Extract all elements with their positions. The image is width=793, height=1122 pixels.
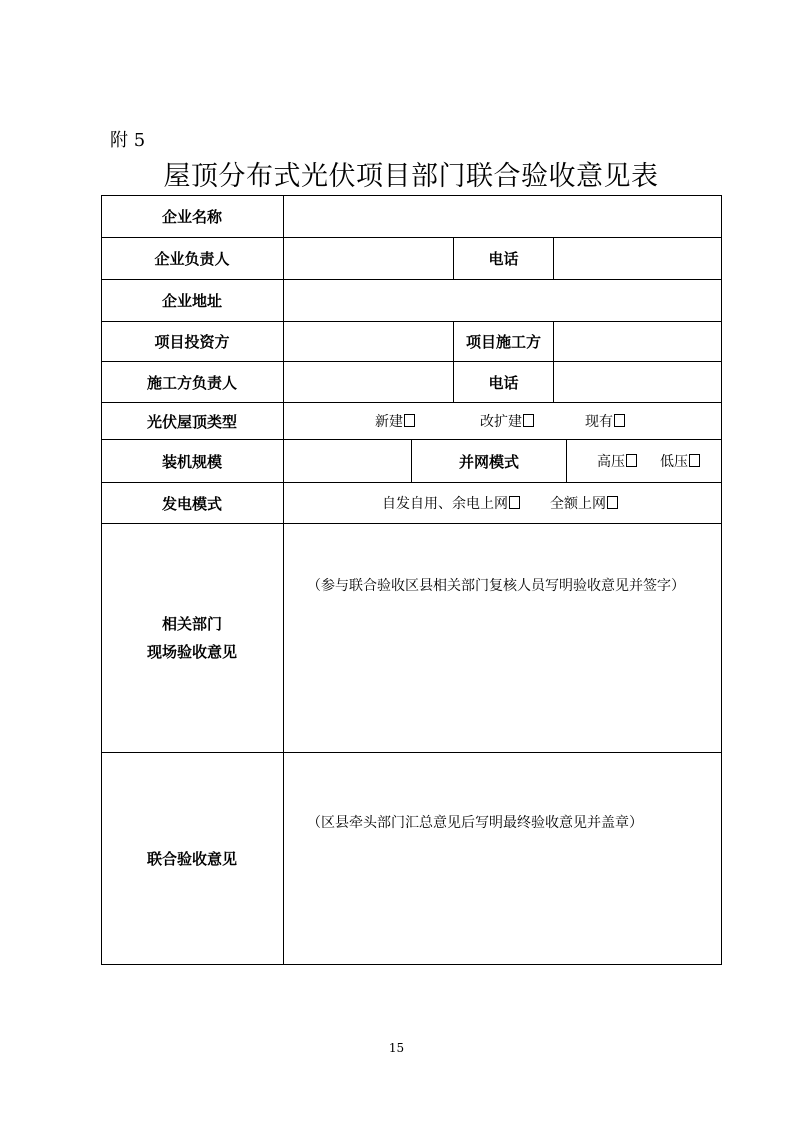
project-investor-field[interactable] [284, 322, 453, 361]
project-contractor-field[interactable] [554, 322, 721, 361]
company-leader-field[interactable] [284, 238, 453, 279]
contractor-leader-field[interactable] [284, 362, 453, 402]
dept-opinion-field[interactable] [284, 524, 721, 752]
grid-low-label: 低压 [660, 454, 688, 470]
dept-opinion-label-line2: 现场验收意见 [146, 643, 237, 661]
capacity-field[interactable] [284, 440, 411, 482]
dept-opinion-note: （参与联合验收区县相关部门复核人员写明验收意见并签字） [307, 578, 685, 594]
company-name-field[interactable] [284, 195, 721, 237]
grid-high-checkbox[interactable] [626, 454, 637, 467]
page-number: 15 [388, 1041, 405, 1055]
project-investor-label: 项目投资方 [154, 333, 230, 351]
acceptance-form-table [101, 195, 722, 965]
company-address-label: 企业地址 [161, 292, 222, 310]
gen-self-label: 自发自用、余电上网 [382, 496, 508, 512]
roof-type-label: 光伏屋顶类型 [146, 412, 237, 431]
grid-high-option[interactable] [597, 451, 637, 471]
joint-opinion-note: （区县牵头部门汇总意见后写明最终验收意见并盖章） [307, 815, 643, 831]
gen-self-option[interactable] [382, 493, 520, 513]
generation-mode-label: 发电模式 [161, 494, 222, 513]
project-contractor-label: 项目施工方 [465, 333, 541, 351]
roof-existing-label: 现有 [585, 414, 613, 430]
contractor-phone-label: 电话 [488, 373, 519, 392]
roof-type-options [284, 403, 721, 439]
company-address-field[interactable] [284, 280, 721, 321]
contractor-leader-label: 施工方负责人 [146, 373, 237, 392]
contractor-phone-field[interactable] [554, 362, 721, 402]
joint-opinion-label: 联合验收意见 [146, 850, 237, 868]
grid-low-option[interactable] [660, 451, 700, 471]
roof-expand-checkbox[interactable] [523, 414, 534, 427]
form-title: 屋顶分布式光伏项目部门联合验收意见表 [163, 161, 659, 192]
grid-mode-label: 并网模式 [458, 452, 519, 471]
dept-opinion-label-line1: 相关部门 [161, 615, 222, 633]
roof-expand-option[interactable] [480, 411, 534, 431]
gen-self-checkbox[interactable] [509, 496, 520, 509]
roof-existing-option[interactable] [585, 411, 625, 431]
generation-mode-options [284, 483, 721, 523]
capacity-label: 装机规模 [161, 452, 222, 471]
company-phone-label: 电话 [488, 250, 519, 268]
appendix-label: 附 5 [110, 130, 146, 151]
grid-high-label: 高压 [597, 454, 625, 470]
company-name-label: 企业名称 [161, 207, 222, 226]
grid-low-checkbox[interactable] [689, 454, 700, 467]
dept-opinion-label [101, 524, 283, 752]
gen-full-option[interactable] [550, 493, 618, 513]
gen-full-checkbox[interactable] [607, 496, 618, 509]
gen-full-label: 全额上网 [550, 496, 606, 512]
grid-mode-options [567, 440, 721, 482]
roof-existing-checkbox[interactable] [614, 414, 625, 427]
roof-new-option[interactable] [375, 411, 415, 431]
roof-new-checkbox[interactable] [404, 414, 415, 427]
roof-expand-label: 改扩建 [480, 414, 522, 430]
joint-opinion-field[interactable] [284, 753, 721, 964]
company-phone-field[interactable] [554, 238, 721, 279]
company-leader-label: 企业负责人 [154, 250, 230, 268]
roof-new-label: 新建 [375, 414, 403, 430]
